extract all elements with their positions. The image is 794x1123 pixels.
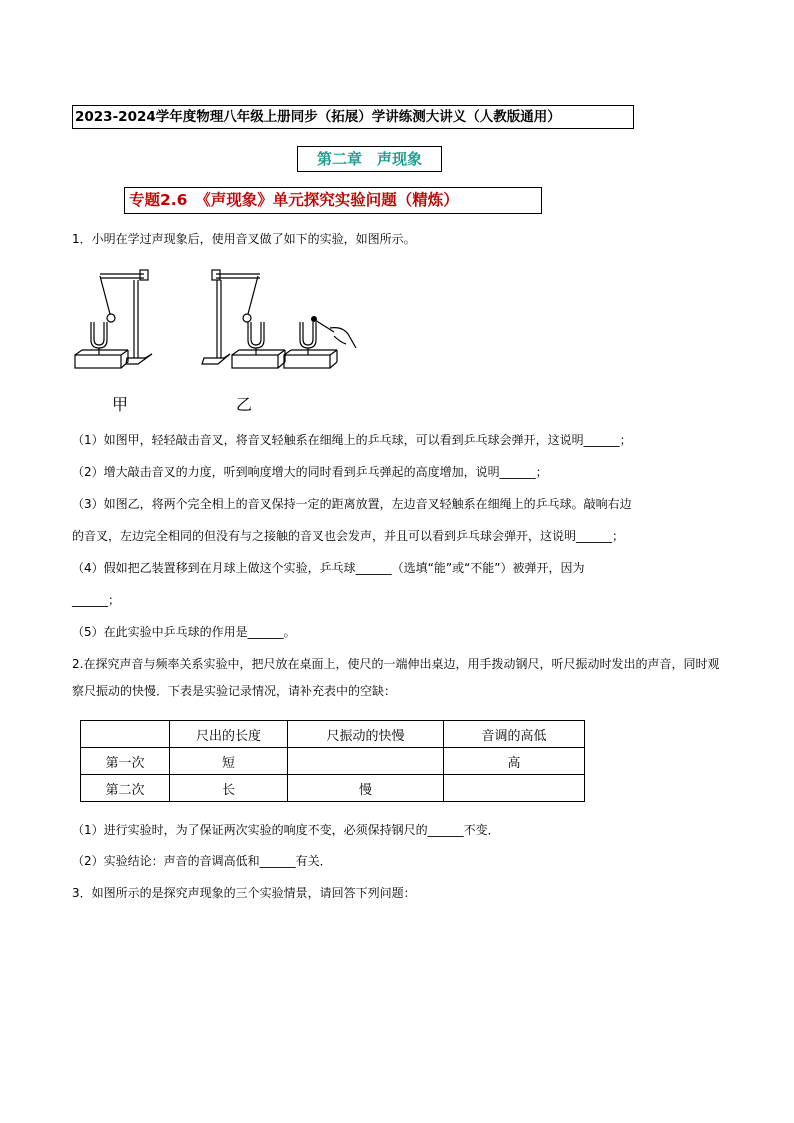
- q1-stem: 1．小明在学过声现象后，使用音叉做了如下的实验，如图所示。: [72, 232, 416, 246]
- figure-label-a: 甲: [112, 395, 129, 414]
- q1-part4-line2: ______；: [72, 593, 121, 607]
- table-cell: 慢: [288, 775, 444, 802]
- table-cell: 第一次: [81, 748, 170, 775]
- q1-part2: （2）增大敲击音叉的力度，听到响度增大的同时看到乒乓弹起的高度增加，说明______；: [72, 465, 548, 479]
- table-row: [81, 748, 585, 775]
- q1-part3-line2: 的音叉，左边完全相同的但没有与之接触的音叉也会发声，并且可以看到乒乓球会弹开，这说明______；: [72, 529, 625, 543]
- q1-part5: （5）在此实验中乒乓球的作用是______。: [72, 625, 296, 639]
- series-title: 2023-2024学年度物理八年级上册同步（拓展）学讲练测大讲义（人教版通用）: [72, 105, 634, 129]
- q3-stem: 3．如图所示的是探究声现象的三个实验情景，请回答下列问题：: [72, 886, 416, 900]
- table-cell: 短: [170, 748, 288, 775]
- table-header-cell: 音调的高低: [444, 721, 585, 748]
- q1-part4-line1: （4）假如把乙装置移到在月球上做这个实验，乒乓球______（选填“能”或“不能”）被弹开，因为: [72, 561, 585, 575]
- q1-part3-line1: （3）如图乙，将两个完全相上的音叉保持一定的距离放置，左边音叉轻触系在细绳上的乒乓球。敲响右边: [72, 497, 632, 511]
- table-header-cell: 尺振动的快慢: [288, 721, 444, 748]
- q2-stem: 2.在探究声音与频率关系实验中，把尺放在桌面上，使尺的一端伸出桌边，用手拨动钢尺，听尺振动时发出的声音，同时观察尺振动的快慢．下表是实验记录情况，请补充表中的空缺：: [72, 657, 720, 698]
- table-cell: 第二次: [81, 775, 170, 802]
- q2-part2: （2）实验结论：声音的音调高低和______有关．: [72, 854, 332, 868]
- table-header-cell: [81, 721, 170, 748]
- chapter-title: 第二章 声现象: [297, 146, 442, 172]
- table-header-row: [81, 721, 585, 748]
- q2-part1: （1）进行实验时，为了保证两次实验的响度不变，必须保持钢尺的______不变．: [72, 823, 500, 837]
- table-cell: 长: [170, 775, 288, 802]
- tuning-fork-figure: [72, 262, 362, 382]
- table-header-cell: 尺出的长度: [170, 721, 288, 748]
- figure-label-b: 乙: [236, 395, 253, 414]
- table-row: [81, 775, 585, 802]
- table-cell: 高: [444, 748, 585, 775]
- table-cell: [288, 748, 444, 775]
- topic-title: 专题2.6 《声现象》单元探究实验问题（精炼）: [124, 187, 542, 214]
- q1-part1: （1）如图甲，轻轻敲击音叉，将音叉轻触系在细绳上的乒乓球，可以看到乒乓球会弹开，这说明______；: [72, 433, 632, 447]
- record-table: [80, 720, 585, 802]
- table-cell: [444, 775, 585, 802]
